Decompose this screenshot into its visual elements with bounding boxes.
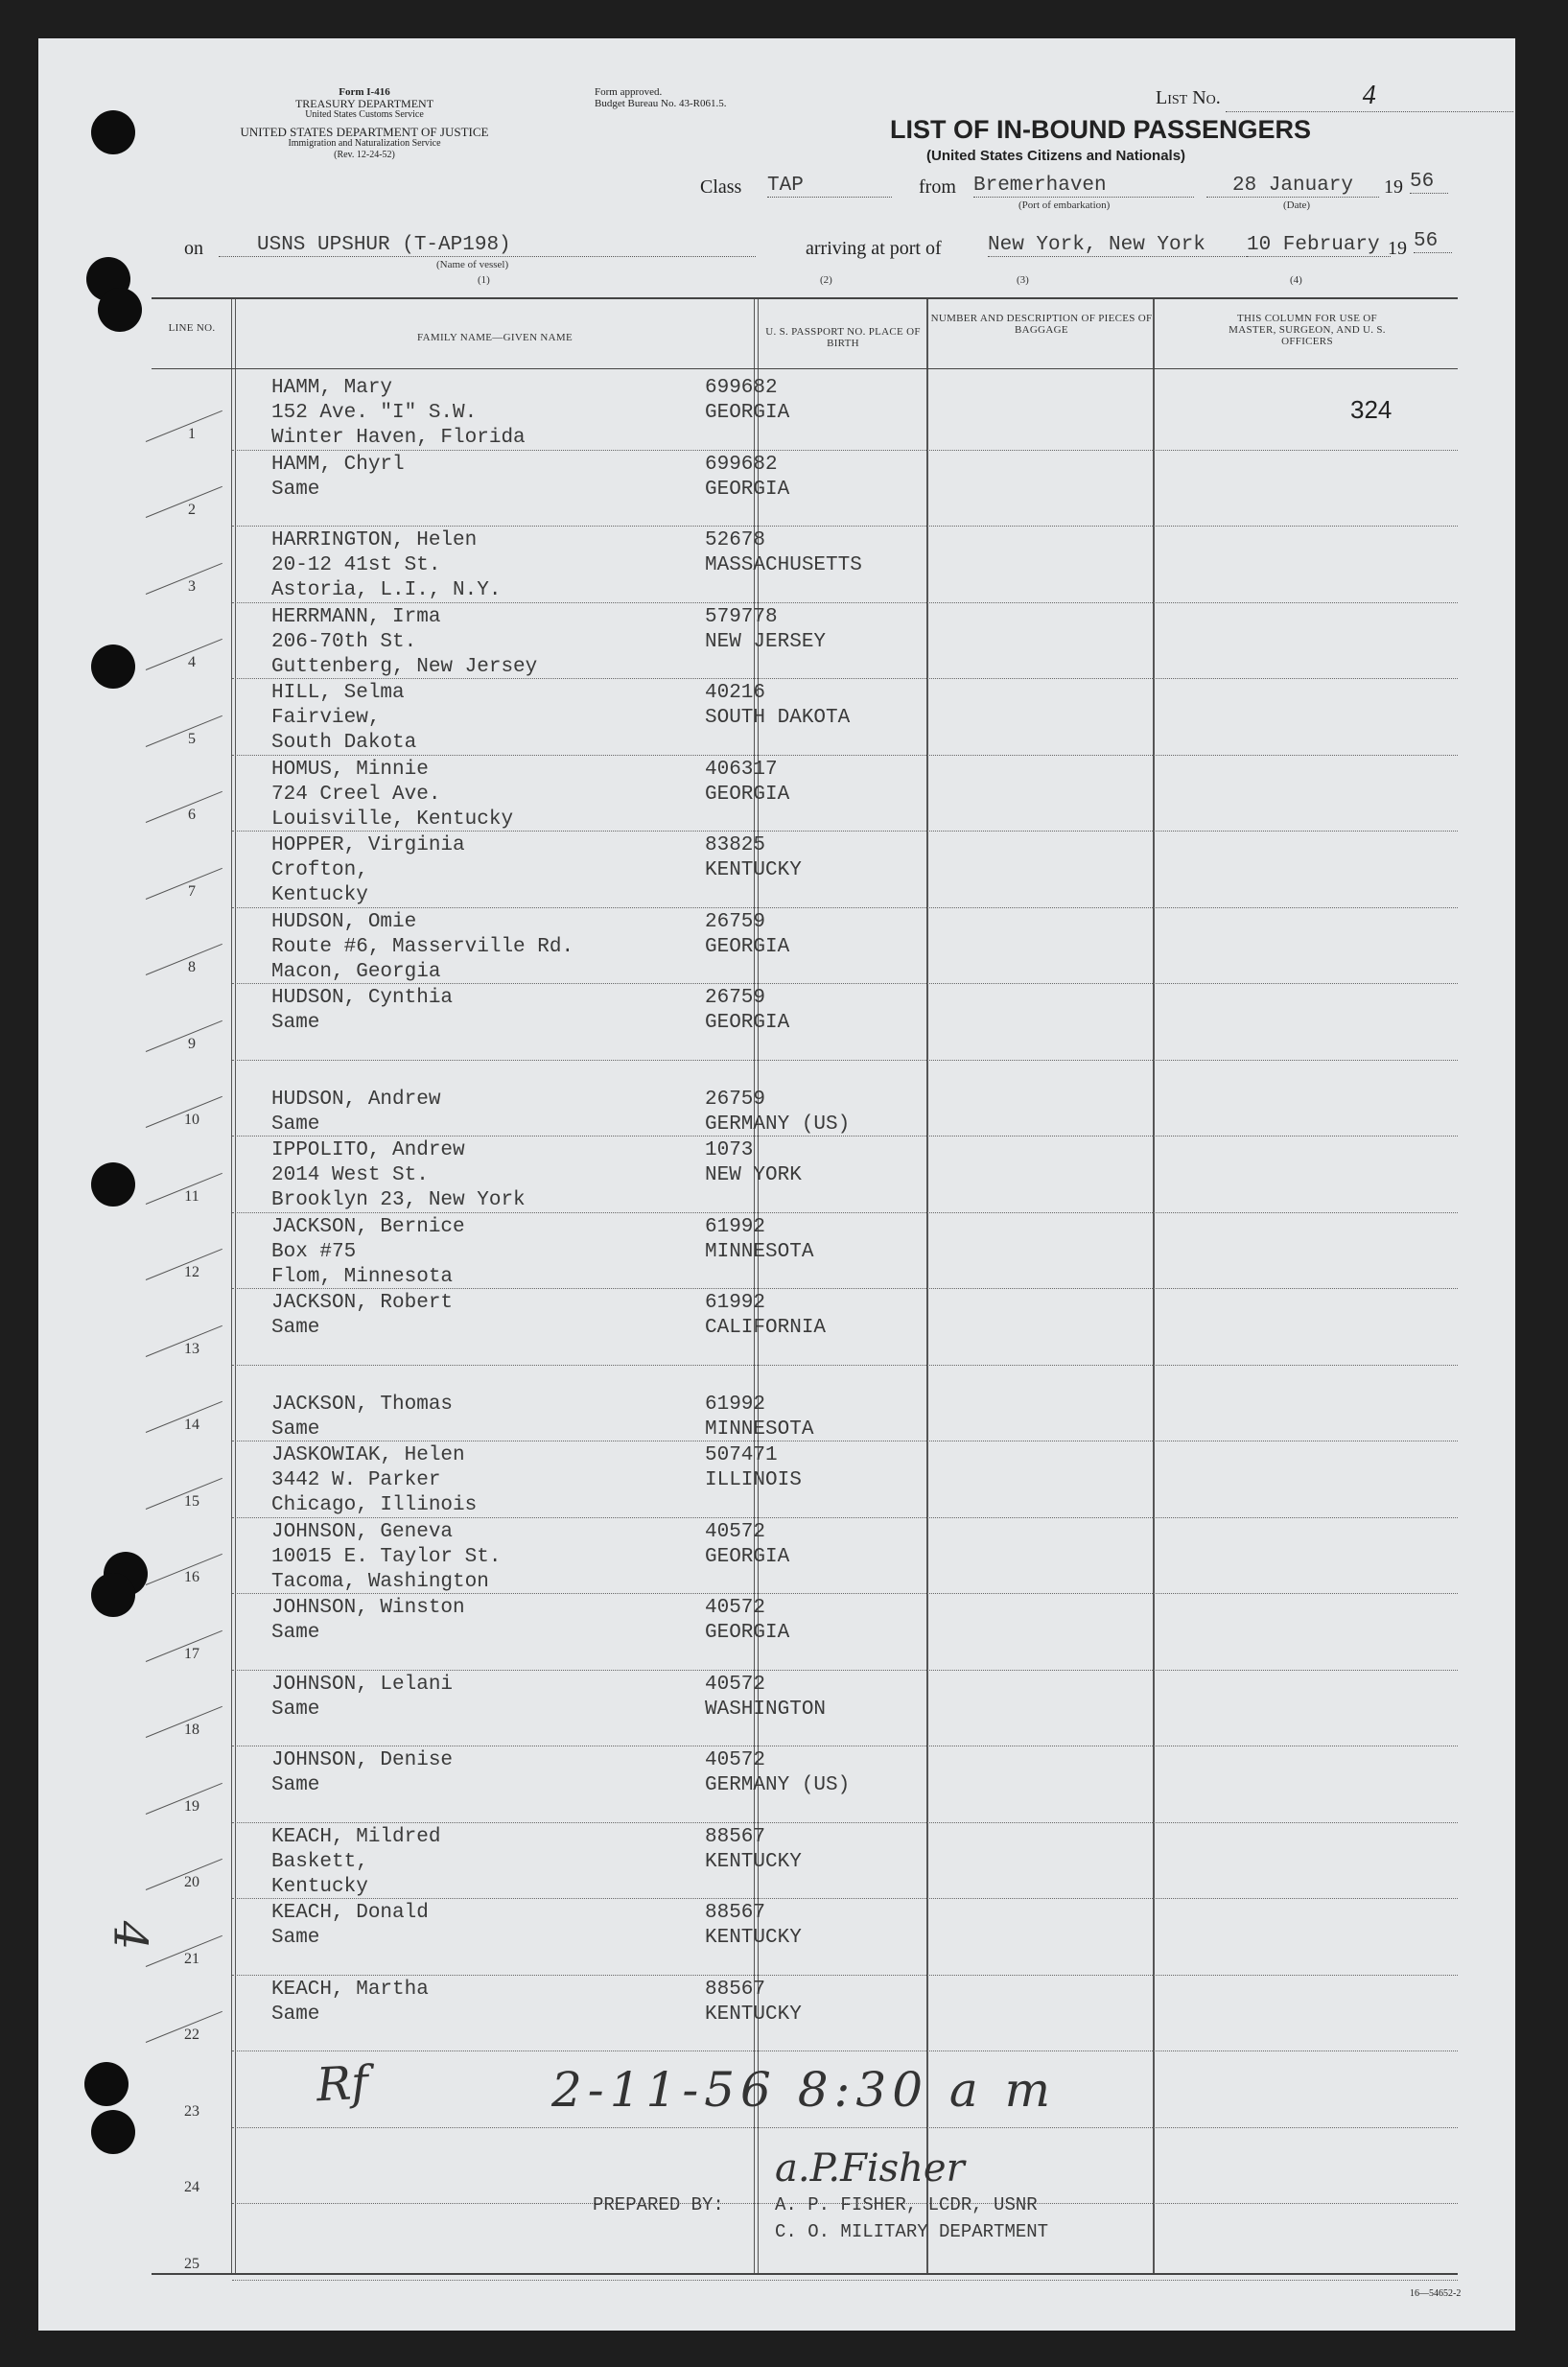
prepared-by-label: PREPARED BY: [593,2194,724,2215]
passport-number [705,1063,850,1088]
passenger-name-address [271,376,526,451]
line-number: 3 [188,577,196,595]
table-row [152,1594,1458,1671]
line-number: 7 [188,882,196,900]
col-num-1: (1) [478,274,490,286]
passport-birthplace [705,758,789,808]
place-of-birth: KENTUCKY [705,859,802,881]
name-line: HUDSON, Cynthia [271,987,454,1009]
passport-birthplace [705,1138,802,1188]
line-number: 16 [184,1569,199,1585]
name-line: 2014 West St. [271,1164,429,1186]
place-of-birth: KENTUCKY [705,2003,802,2026]
name-line: JOHNSON, Winston [271,1597,465,1619]
year-prefix-2: 19 [1388,238,1407,259]
received-signature: Rf [315,2055,370,2113]
passport-birthplace [705,1215,813,1265]
passport-number: 40572 [705,1749,766,1771]
passport-number [705,1368,813,1393]
preparer-signature: a.P.Fisher [775,2146,965,2191]
name-line: Same [271,1622,320,1644]
table-row [152,1899,1458,1976]
name-line: 206-70th St. [271,630,417,653]
list-number [1156,81,1513,112]
line-number: 23 [184,2102,199,2120]
arrival-year: 56 [1414,230,1452,253]
budget-bureau: Budget Bureau No. 43-R061.5. [595,98,727,109]
name-line: JOHNSON, Geneva [271,1520,454,1543]
passport-birthplace [705,1291,826,1341]
name-line: 152 Ave. "I" S.W. [271,402,478,424]
departure-year: 56 [1410,171,1448,194]
place-of-birth: ILLINOIS [705,1469,802,1491]
name-line: Same [271,1317,320,1339]
name-line: 724 Creel Ave. [271,783,441,806]
name-line [271,1063,440,1088]
passenger-name-address [271,1368,453,1442]
table-row [152,679,1458,756]
departure-date: 28 January [1206,175,1379,198]
name-line: Chicago, Illinois [271,1494,478,1516]
passport-birthplace [705,1443,802,1493]
passport-number: 88567 [705,1978,766,2001]
passport-number: 26759 [705,987,766,1009]
col-num-2: (2) [820,274,832,286]
vessel-name: USNS UPSHUR (T-AP198) [219,234,756,257]
form-code: 16—54652-2 [1410,2288,1462,2299]
margin-mark: 4 [103,1920,157,1951]
line-number: 18 [184,1722,199,1738]
passport-birthplace [705,1901,802,1951]
line-number: 10 [184,1112,199,1128]
name-line: Route #6, Masserville Rd. [271,935,574,958]
name-line: Same [271,1927,320,1949]
name-line: Winter Haven, Florida [271,427,526,449]
passport-number: 507471 [705,1444,778,1466]
name-line: HILL, Selma [271,682,405,704]
name-line: Astoria, L.I., N.Y. [271,579,502,601]
form-approval [595,86,726,109]
preparer-name: A. P. FISHER, LCDR, USNR [775,2194,1038,2215]
arrival-date: 10 February [1247,234,1391,257]
table-row [152,1441,1458,1518]
passenger-name-address [271,910,573,985]
punch-hole [91,1573,135,1617]
revision: (Rev. 12-24-52) [334,150,395,160]
passenger-name-address [271,833,465,908]
name-line: Louisville, Kentucky [271,808,514,831]
passport-birthplace [705,376,789,426]
justice-dept: UNITED STATES DEPARTMENT OF JUSTICE [240,125,489,139]
passenger-name-address [271,453,405,503]
vessel-caption: (Name of vessel) [436,259,509,270]
table-row [152,1289,1458,1366]
passenger-name-address [271,1825,440,1900]
name-line: Guttenberg, New Jersey [271,655,538,678]
name-line: KEACH, Donald [271,1902,429,1924]
list-no-label: List No. [1156,87,1221,108]
name-line: South Dakota [271,732,417,754]
table-row [152,908,1458,985]
passport-number: 52678 [705,529,766,551]
passenger-name-address [271,1138,526,1213]
name-line: Same [271,1012,320,1034]
table-row [152,1746,1458,1823]
passport-birthplace [705,1368,813,1442]
place-of-birth: NEW YORK [705,1164,802,1186]
line-number: 2 [188,502,196,518]
table-row [152,1823,1458,1900]
place-of-birth: GEORGIA [705,935,790,958]
table-row [152,527,1458,603]
passport-birthplace [705,1520,789,1570]
name-line: Fairview, [271,707,381,729]
name-line: JOHNSON, Lelani [271,1673,454,1696]
class-value: TAP [767,175,892,198]
page-subtitle: (United States Citizens and Nationals) [926,148,1186,164]
preparer-dept: C. O. MILITARY DEPARTMENT [775,2221,1049,2242]
passport-number: 40572 [705,1520,766,1543]
list-no-value: 4 [1226,81,1513,112]
name-line: HOPPER, Virginia [271,834,465,856]
punch-hole [84,2062,129,2106]
on-label: on [184,238,203,259]
form-issuer [173,86,556,161]
name-line: Same [271,2003,320,2026]
name-line: Kentucky [271,1875,368,1898]
passport-birthplace [705,833,802,883]
passenger-name-address [271,1978,429,2027]
arrival-port: New York, New York [988,234,1247,257]
passenger-name-address [271,1901,429,1951]
place-of-birth: CALIFORNIA [705,1317,827,1339]
line-number: 6 [188,807,196,823]
table-row [152,603,1458,680]
passport-number: 83825 [705,834,766,856]
form-approved: Form approved. [595,86,663,98]
ins-service: Immigration and Naturalization Service [288,138,441,149]
passport-number: 61992 [705,1393,766,1416]
name-line: IPPOLITO, Andrew [271,1139,465,1161]
passport-birthplace [705,681,850,731]
passenger-name-address [271,1063,440,1137]
passport-birthplace [705,453,789,503]
officer-note: 324 [1350,395,1392,424]
from-label: from [919,176,956,198]
name-line: HARRINGTON, Helen [271,529,478,551]
line-number: 11 [184,1187,199,1205]
year-prefix: 19 [1384,176,1403,198]
header-name: FAMILY NAME—GIVEN NAME [417,332,573,343]
line-number: 9 [188,1035,196,1052]
from-port-value: Bremerhaven [973,175,1194,198]
passport-number: 699682 [705,377,778,399]
passenger-name-address [271,528,501,603]
passenger-name-address [271,605,537,680]
name-line: HUDSON, Omie [271,910,417,933]
punch-hole [91,110,135,154]
passport-number: 699682 [705,453,778,476]
table-row [152,1137,1458,1213]
line-number: 4 [188,654,196,670]
name-line: Box #75 [271,1240,357,1263]
table-row [152,1213,1458,1290]
passport-birthplace [705,528,862,578]
passport-number: 88567 [705,1902,766,1924]
line-number: 12 [184,1264,199,1280]
place-of-birth: GEORGIA [705,1012,790,1034]
passport-birthplace [705,1063,850,1137]
passport-number: 61992 [705,1215,766,1238]
passport-number: 40572 [705,1597,766,1619]
passport-birthplace [705,605,826,655]
name-line: Same [271,1113,320,1136]
name-line: KEACH, Mildred [271,1825,441,1848]
passport-birthplace [705,1748,850,1798]
received-stamp: 2-11-56 8:30 a m [551,2062,1057,2118]
passport-birthplace [705,910,789,960]
passport-birthplace [705,1825,802,1875]
name-line: JACKSON, Thomas [271,1393,454,1416]
place-of-birth: GEORGIA [705,1545,790,1568]
place-of-birth: SOUTH DAKOTA [705,707,851,729]
place-of-birth: GEORGIA [705,1622,790,1644]
passenger-name-address [271,758,513,832]
name-line: Same [271,1418,320,1441]
line-number: 5 [188,730,196,747]
passport-birthplace [705,986,789,1036]
name-line: Same [271,478,320,501]
col-num-4: (4) [1290,274,1302,286]
name-line: Macon, Georgia [271,960,441,983]
table-row [152,1366,1458,1442]
passenger-name-address [271,1596,465,1646]
passenger-name-address [271,1215,465,1290]
row-divider [232,2280,1458,2281]
passport-number: 406317 [705,758,778,781]
name-line [271,1368,453,1393]
line-number: 22 [184,2027,199,2043]
header-officers: THIS COLUMN FOR USE OF MASTER, SURGEON, AND U. S. OFFICERS [1229,313,1386,347]
form-number: Form I-416 [339,86,390,98]
name-line: Baskett, [271,1850,368,1873]
name-line: Same [271,1698,320,1721]
name-line: JACKSON, Robert [271,1292,454,1314]
place-of-birth: KENTUCKY [705,1850,802,1873]
passenger-name-address [271,1520,501,1595]
passenger-name-address [271,1673,453,1723]
class-label: Class [700,176,742,198]
header-passport: U. S. PASSPORT NO. PLACE OF BIRTH [765,326,921,349]
passport-birthplace [705,1596,789,1646]
name-line: JASKOWIAK, Helen [271,1444,465,1466]
punch-hole [91,2110,135,2154]
line-number: 21 [184,1950,199,1967]
table-row [152,374,1458,451]
from-caption: (Port of embarkation) [1018,199,1111,211]
table-row [152,1518,1458,1595]
treasury-dept: TREASURY DEPARTMENT [294,97,434,110]
passport-number: 26759 [705,910,766,933]
page-title: LIST OF IN-BOUND PASSENGERS [890,115,1312,144]
name-line: 20-12 41st St. [271,554,441,576]
punch-hole [91,1162,135,1207]
passenger-name-address [271,1291,453,1341]
passport-number: 61992 [705,1292,766,1314]
line-number: 19 [184,1797,199,1815]
arriving-label: arriving at port of [806,238,942,259]
table-row [152,756,1458,832]
place-of-birth: GEORGIA [705,478,790,501]
passport-number: 26759 [705,1088,766,1111]
name-line: 10015 E. Taylor St. [271,1545,502,1568]
passport-number: 40216 [705,682,766,704]
passenger-name-address [271,1443,477,1518]
place-of-birth: MINNESOTA [705,1240,814,1263]
table-row [152,832,1458,908]
line-number: 1 [188,425,196,442]
punch-hole [91,644,135,689]
punch-hole [98,288,142,332]
line-number: 13 [184,1340,199,1357]
line-number: 24 [184,2179,199,2195]
line-number: 25 [184,2255,199,2272]
passport-number: 579778 [705,605,778,628]
place-of-birth: GEORGIA [705,402,790,424]
table-row [152,1671,1458,1747]
passenger-name-address [271,1748,453,1798]
passenger-name-address [271,986,453,1036]
name-line: Flom, Minnesota [271,1265,454,1288]
line-number: 17 [184,1645,199,1662]
col-num-3: (3) [1017,274,1029,286]
line-number: 15 [184,1492,199,1510]
place-of-birth: NEW JERSEY [705,630,827,653]
passport-number: 40572 [705,1673,766,1696]
passenger-name-address [271,681,416,756]
name-line: HOMUS, Minnie [271,758,429,781]
passport-birthplace [705,1673,826,1723]
customs-service: United States Customs Service [305,109,424,120]
line-number: 8 [188,959,196,975]
line-number: 20 [184,1874,199,1890]
place-of-birth: MINNESOTA [705,1418,814,1441]
date-caption: (Date) [1283,199,1311,211]
line-number: 14 [184,1417,199,1433]
passport-birthplace [705,1978,802,2027]
name-line: Same [271,1774,320,1796]
name-line: HUDSON, Andrew [271,1088,441,1111]
name-line: 3442 W. Parker [271,1469,441,1491]
name-line: HAMM, Chyrl [271,453,405,476]
name-line: Kentucky [271,884,368,906]
table-row [152,1061,1458,1137]
name-line: HERRMANN, Irma [271,605,441,628]
place-of-birth: WASHINGTON [705,1698,827,1721]
table-row [152,984,1458,1061]
passport-number: 88567 [705,1825,766,1848]
passport-number: 1073 [705,1139,754,1161]
name-line: JACKSON, Bernice [271,1215,465,1238]
place-of-birth: GEORGIA [705,783,790,806]
name-line: KEACH, Martha [271,1978,429,2001]
place-of-birth: GERMANY (US) [705,1113,851,1136]
name-line: Crofton, [271,859,368,881]
name-line: JOHNSON, Denise [271,1749,454,1771]
passenger-table [152,297,1458,2275]
table-row [152,1976,1458,2052]
name-line: HAMM, Mary [271,377,393,399]
name-line: Brooklyn 23, New York [271,1189,526,1211]
place-of-birth: KENTUCKY [705,1927,802,1949]
name-line: Tacoma, Washington [271,1570,489,1593]
place-of-birth: GERMANY (US) [705,1774,851,1796]
header-baggage: NUMBER AND DESCRIPTION OF PIECES OF BAGGAGE [930,313,1153,336]
table-row [152,451,1458,527]
place-of-birth: MASSACHUSETTS [705,554,862,576]
header-line-no: LINE NO. [168,322,216,334]
